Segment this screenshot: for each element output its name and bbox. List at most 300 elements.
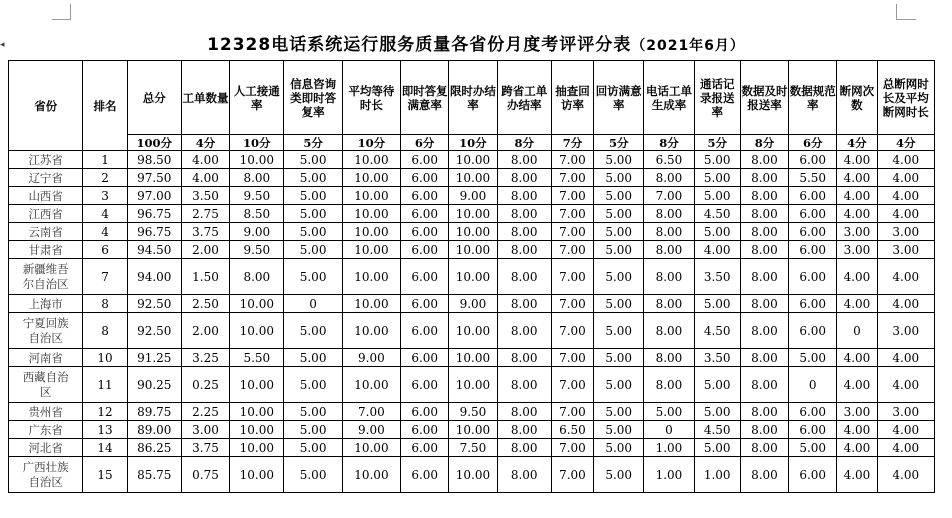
score-cell: 3.50	[181, 187, 229, 205]
score-cell: 1.00	[644, 457, 694, 493]
score-cell: 5.00	[284, 439, 342, 457]
column-points: 6分	[789, 135, 837, 151]
score-cell: 5.00	[694, 151, 740, 169]
score-cell: 4.00	[877, 457, 934, 493]
score-cell: 8.00	[497, 439, 551, 457]
score-cell: 8.00	[740, 259, 788, 295]
score-cell: 7.00	[551, 187, 593, 205]
score-cell: 6.00	[401, 421, 449, 439]
score-cell: 6.00	[401, 151, 449, 169]
score-cell: 5.50	[789, 169, 837, 187]
column-points: 10分	[230, 135, 284, 151]
crop-mark	[896, 4, 897, 20]
score-cell: 0	[284, 295, 342, 313]
score-cell: 3.00	[837, 223, 877, 241]
total-score-cell: 90.25	[127, 367, 181, 403]
province-cell: 江西省	[9, 205, 83, 223]
rank-cell: 12	[83, 403, 127, 421]
score-cell: 6.00	[401, 457, 449, 493]
table-row	[9, 457, 935, 493]
score-cell: 6.50	[551, 421, 593, 439]
total-score-cell: 94.50	[127, 241, 181, 259]
score-cell: 6.00	[401, 187, 449, 205]
province-cell: 西藏自治区	[9, 367, 83, 403]
score-cell: 10.00	[230, 313, 284, 349]
score-cell: 8.00	[644, 367, 694, 403]
score-cell: 10.00	[230, 421, 284, 439]
score-cell: 8.00	[740, 151, 788, 169]
score-cell: 7.00	[644, 187, 694, 205]
score-cell: 0.25	[181, 367, 229, 403]
score-cell: 10.00	[230, 367, 284, 403]
score-cell: 7.00	[551, 457, 593, 493]
crop-mark	[896, 19, 916, 20]
score-cell: 4.00	[837, 349, 877, 367]
column-points: 8分	[644, 135, 694, 151]
column-header: 平均等待时长	[342, 61, 400, 135]
score-cell: 4.00	[877, 439, 934, 457]
score-cell: 6.00	[789, 205, 837, 223]
score-cell: 6.00	[789, 223, 837, 241]
column-header: 通话记录报送率	[694, 61, 740, 135]
score-cell: 5.00	[594, 349, 644, 367]
score-cell: 6.00	[401, 313, 449, 349]
score-cell: 5.00	[594, 205, 644, 223]
column-header: 断网次数	[837, 61, 877, 135]
score-cell: 5.00	[284, 223, 342, 241]
score-cell: 5.00	[694, 223, 740, 241]
total-score-cell: 86.25	[127, 439, 181, 457]
score-cell: 5.00	[789, 349, 837, 367]
score-cell: 2.00	[181, 313, 229, 349]
score-cell: 6.00	[401, 169, 449, 187]
score-cell: 10.00	[342, 313, 400, 349]
score-cell: 6.00	[789, 151, 837, 169]
column-points: 5分	[284, 135, 342, 151]
score-cell: 2.00	[181, 241, 229, 259]
score-cell: 10.00	[449, 223, 497, 241]
score-cell: 6.00	[401, 349, 449, 367]
column-points: 8分	[497, 135, 551, 151]
column-header: 排名	[83, 61, 127, 151]
column-points: 8分	[740, 135, 788, 151]
score-cell: 6.00	[789, 403, 837, 421]
score-cell: 8.00	[644, 169, 694, 187]
score-cell: 10.00	[449, 169, 497, 187]
score-cell: 10.00	[449, 367, 497, 403]
table-row	[9, 259, 935, 295]
column-header: 电话工单生成率	[644, 61, 694, 135]
score-cell: 7.00	[551, 169, 593, 187]
score-cell: 3.00	[877, 313, 934, 349]
score-cell: 7.00	[551, 367, 593, 403]
score-cell: 8.00	[644, 259, 694, 295]
score-cell: 4.00	[837, 169, 877, 187]
score-cell: 6.00	[401, 241, 449, 259]
score-cell: 8.00	[740, 367, 788, 403]
score-cell: 6.00	[789, 295, 837, 313]
province-cell: 云南省	[9, 223, 83, 241]
score-cell: 7.00	[342, 403, 400, 421]
score-cell: 6.00	[401, 223, 449, 241]
score-cell: 5.00	[284, 205, 342, 223]
score-cell: 8.00	[497, 187, 551, 205]
score-cell: 8.00	[644, 349, 694, 367]
score-cell: 5.00	[594, 151, 644, 169]
score-cell: 5.00	[694, 367, 740, 403]
table-row	[9, 223, 935, 241]
score-cell: 4.00	[877, 151, 934, 169]
score-cell: 1.50	[181, 259, 229, 295]
score-cell: 10.00	[342, 295, 400, 313]
score-cell: 10.00	[449, 205, 497, 223]
column-header: 省份	[9, 61, 83, 151]
score-cell: 5.00	[284, 457, 342, 493]
score-cell: 8.00	[740, 295, 788, 313]
score-cell: 5.00	[284, 367, 342, 403]
column-points: 6分	[401, 135, 449, 151]
rank-cell: 10	[83, 349, 127, 367]
column-header: 即时答复满意率	[401, 61, 449, 135]
score-cell: 8.00	[740, 349, 788, 367]
score-cell: 8.00	[497, 169, 551, 187]
score-cell: 10.00	[230, 403, 284, 421]
column-points: 100分	[127, 135, 181, 151]
rank-cell: 11	[83, 367, 127, 403]
score-cell: 10.00	[342, 439, 400, 457]
total-score-cell: 96.75	[127, 223, 181, 241]
score-cell: 8.00	[497, 223, 551, 241]
score-cell: 0.75	[181, 457, 229, 493]
total-score-cell: 97.50	[127, 169, 181, 187]
total-score-cell: 89.75	[127, 403, 181, 421]
score-cell: 3.75	[181, 439, 229, 457]
score-cell: 4.00	[837, 367, 877, 403]
score-cell: 7.00	[551, 259, 593, 295]
score-cell: 8.00	[230, 169, 284, 187]
table-row	[9, 187, 935, 205]
column-header: 信息咨询类即时答复率	[284, 61, 342, 135]
table-row	[9, 403, 935, 421]
score-cell: 10.00	[449, 421, 497, 439]
score-cell: 10.00	[342, 457, 400, 493]
score-cell: 3.00	[877, 223, 934, 241]
score-cell: 8.00	[497, 259, 551, 295]
header-row	[9, 61, 935, 135]
score-cell: 5.00	[594, 457, 644, 493]
rank-cell: 6	[83, 241, 127, 259]
score-cell: 4.00	[877, 205, 934, 223]
column-points: 4分	[877, 135, 934, 151]
column-points: 4分	[837, 135, 877, 151]
score-cell: 10.00	[342, 367, 400, 403]
table-row	[9, 205, 935, 223]
score-cell: 0	[789, 367, 837, 403]
total-score-cell: 94.00	[127, 259, 181, 295]
score-cell: 4.00	[837, 439, 877, 457]
score-cell: 5.00	[694, 187, 740, 205]
points-row	[9, 135, 935, 151]
score-cell: 8.00	[497, 313, 551, 349]
score-cell: 4.00	[837, 259, 877, 295]
score-cell: 5.00	[284, 313, 342, 349]
score-cell: 5.00	[594, 169, 644, 187]
score-cell: 4.50	[694, 205, 740, 223]
score-cell: 8.00	[740, 439, 788, 457]
score-cell: 4.00	[877, 349, 934, 367]
column-header: 数据及时报送率	[740, 61, 788, 135]
score-cell: 4.00	[837, 421, 877, 439]
score-cell: 5.50	[230, 349, 284, 367]
total-score-cell: 89.00	[127, 421, 181, 439]
score-cell: 8.00	[740, 421, 788, 439]
score-cell: 5.00	[694, 169, 740, 187]
score-cell: 1.00	[644, 439, 694, 457]
score-cell: 6.00	[789, 313, 837, 349]
score-cell: 6.00	[401, 259, 449, 295]
column-header: 人工接通率	[230, 61, 284, 135]
score-cell: 10.00	[342, 187, 400, 205]
score-cell: 7.00	[551, 439, 593, 457]
score-cell: 2.25	[181, 403, 229, 421]
column-header: 抽查回访率	[551, 61, 593, 135]
score-cell: 5.00	[644, 403, 694, 421]
score-cell: 7.00	[551, 313, 593, 349]
score-cell: 8.00	[740, 205, 788, 223]
score-cell: 10.00	[342, 169, 400, 187]
score-cell: 8.00	[740, 457, 788, 493]
score-cell: 3.00	[837, 241, 877, 259]
score-cell: 8.00	[740, 313, 788, 349]
score-cell: 4.00	[837, 205, 877, 223]
table-row	[9, 313, 935, 349]
score-cell: 9.00	[342, 349, 400, 367]
province-cell: 山西省	[9, 187, 83, 205]
total-score-cell: 91.25	[127, 349, 181, 367]
score-cell: 7.00	[551, 241, 593, 259]
score-cell: 7.00	[551, 151, 593, 169]
score-cell: 5.00	[284, 403, 342, 421]
column-header: 回访满意率	[594, 61, 644, 135]
score-cell: 8.00	[740, 169, 788, 187]
score-cell: 5.00	[284, 151, 342, 169]
column-header: 总断网时长及平均断网时长	[877, 61, 934, 135]
rank-cell: 14	[83, 439, 127, 457]
score-cell: 5.00	[594, 223, 644, 241]
score-cell: 10.00	[342, 151, 400, 169]
score-cell: 10.00	[342, 241, 400, 259]
score-cell: 8.50	[230, 205, 284, 223]
score-cell: 3.00	[877, 241, 934, 259]
score-cell: 10.00	[449, 349, 497, 367]
score-cell: 2.75	[181, 205, 229, 223]
rank-cell: 15	[83, 457, 127, 493]
score-cell: 0	[837, 313, 877, 349]
column-header: 总分	[127, 61, 181, 135]
score-cell: 5.00	[594, 259, 644, 295]
column-header: 跨省工单办结率	[497, 61, 551, 135]
score-cell: 5.00	[594, 241, 644, 259]
rank-cell: 7	[83, 259, 127, 295]
score-cell: 10.00	[449, 151, 497, 169]
column-header: 工单数量	[181, 61, 229, 135]
score-cell: 10.00	[449, 313, 497, 349]
total-score-cell: 97.00	[127, 187, 181, 205]
score-cell: 10.00	[342, 205, 400, 223]
score-cell: 5.00	[594, 403, 644, 421]
score-cell: 3.75	[181, 223, 229, 241]
rank-cell: 8	[83, 313, 127, 349]
score-cell: 4.00	[877, 187, 934, 205]
score-cell: 6.00	[789, 457, 837, 493]
total-score-cell: 92.50	[127, 313, 181, 349]
score-cell: 5.00	[594, 187, 644, 205]
province-cell: 广东省	[9, 421, 83, 439]
paragraph-anchor-icon: ◂	[0, 40, 5, 50]
score-cell: 8.00	[644, 313, 694, 349]
score-cell: 8.00	[644, 223, 694, 241]
score-cell: 5.00	[789, 439, 837, 457]
province-cell: 广西壮族自治区	[9, 457, 83, 493]
table-row	[9, 367, 935, 403]
score-cell: 4.50	[694, 421, 740, 439]
rank-cell: 1	[83, 151, 127, 169]
score-cell: 5.00	[694, 439, 740, 457]
score-cell: 8.00	[230, 259, 284, 295]
score-cell: 9.00	[230, 223, 284, 241]
title-text: 12328电话系统运行服务质量各省份月度考评评分表	[207, 35, 632, 55]
score-cell: 10.00	[230, 439, 284, 457]
province-cell: 甘肃省	[9, 241, 83, 259]
score-cell: 8.00	[497, 349, 551, 367]
score-cell: 8.00	[497, 241, 551, 259]
score-cell: 4.00	[181, 151, 229, 169]
score-cell: 6.00	[401, 205, 449, 223]
column-header: 数据规范率	[789, 61, 837, 135]
score-cell: 7.00	[551, 295, 593, 313]
province-cell: 河南省	[9, 349, 83, 367]
score-cell: 4.00	[837, 151, 877, 169]
score-cell: 8.00	[740, 241, 788, 259]
score-cell: 5.00	[284, 349, 342, 367]
total-score-cell: 92.50	[127, 295, 181, 313]
table-row	[9, 295, 935, 313]
column-points: 7分	[551, 135, 593, 151]
column-header: 限时办结率	[449, 61, 497, 135]
score-cell: 9.50	[230, 241, 284, 259]
score-cell: 10.00	[342, 259, 400, 295]
score-cell: 6.50	[644, 151, 694, 169]
province-cell: 上海市	[9, 295, 83, 313]
score-cell: 4.00	[694, 241, 740, 259]
score-cell: 8.00	[644, 295, 694, 313]
score-cell: 2.50	[181, 295, 229, 313]
score-cell: 5.00	[694, 295, 740, 313]
score-cell: 4.00	[877, 169, 934, 187]
score-cell: 9.00	[449, 187, 497, 205]
table-row	[9, 151, 935, 169]
score-cell: 6.00	[401, 439, 449, 457]
rank-cell: 13	[83, 421, 127, 439]
score-cell: 5.00	[594, 367, 644, 403]
score-cell: 4.00	[877, 259, 934, 295]
score-cell: 4.00	[181, 169, 229, 187]
score-cell: 6.00	[789, 241, 837, 259]
score-cell: 4.00	[877, 295, 934, 313]
score-cell: 6.00	[789, 259, 837, 295]
table-row	[9, 349, 935, 367]
score-cell: 4.00	[837, 295, 877, 313]
column-points: 10分	[449, 135, 497, 151]
score-cell: 10.00	[449, 241, 497, 259]
total-score-cell: 96.75	[127, 205, 181, 223]
score-cell: 7.00	[551, 349, 593, 367]
score-cell: 6.00	[401, 403, 449, 421]
score-cell: 8.00	[740, 187, 788, 205]
total-score-cell: 98.50	[127, 151, 181, 169]
score-cell: 8.00	[497, 457, 551, 493]
score-cell: 5.00	[594, 313, 644, 349]
score-cell: 0	[644, 421, 694, 439]
table-row	[9, 439, 935, 457]
score-cell: 9.50	[449, 403, 497, 421]
rank-cell: 3	[83, 187, 127, 205]
score-cell: 5.00	[284, 169, 342, 187]
score-cell: 5.00	[284, 187, 342, 205]
score-cell: 10.00	[230, 457, 284, 493]
score-cell: 4.00	[877, 421, 934, 439]
score-cell: 3.25	[181, 349, 229, 367]
column-points: 10分	[342, 135, 400, 151]
province-cell: 新疆维吾尔自治区	[9, 259, 83, 295]
score-cell: 8.00	[740, 403, 788, 421]
score-cell: 7.00	[551, 205, 593, 223]
page-title	[0, 30, 952, 55]
score-cell: 6.00	[401, 295, 449, 313]
score-cell: 5.00	[284, 241, 342, 259]
score-cell: 4.00	[837, 457, 877, 493]
crop-mark	[70, 4, 71, 20]
score-cell: 8.00	[497, 403, 551, 421]
title-period: （2021年6月）	[631, 38, 745, 54]
score-cell: 8.00	[497, 205, 551, 223]
score-table	[8, 60, 935, 493]
rank-cell: 8	[83, 295, 127, 313]
column-points: 5分	[694, 135, 740, 151]
score-cell: 8.00	[497, 295, 551, 313]
score-cell: 5.00	[594, 439, 644, 457]
score-cell: 8.00	[740, 223, 788, 241]
score-cell: 3.00	[877, 403, 934, 421]
score-cell: 4.00	[877, 367, 934, 403]
score-cell: 6.00	[789, 421, 837, 439]
score-cell: 8.00	[497, 367, 551, 403]
score-cell: 5.00	[284, 421, 342, 439]
column-points: 5分	[594, 135, 644, 151]
score-cell: 5.00	[284, 259, 342, 295]
score-cell: 8.00	[497, 151, 551, 169]
score-cell: 6.00	[789, 187, 837, 205]
score-cell: 9.00	[449, 295, 497, 313]
score-cell: 10.00	[449, 259, 497, 295]
rank-cell: 4	[83, 223, 127, 241]
score-cell: 4.50	[694, 313, 740, 349]
score-cell: 3.00	[837, 403, 877, 421]
score-cell: 3.50	[694, 349, 740, 367]
province-cell: 辽宁省	[9, 169, 83, 187]
score-cell: 5.00	[594, 295, 644, 313]
score-cell: 10.00	[230, 295, 284, 313]
